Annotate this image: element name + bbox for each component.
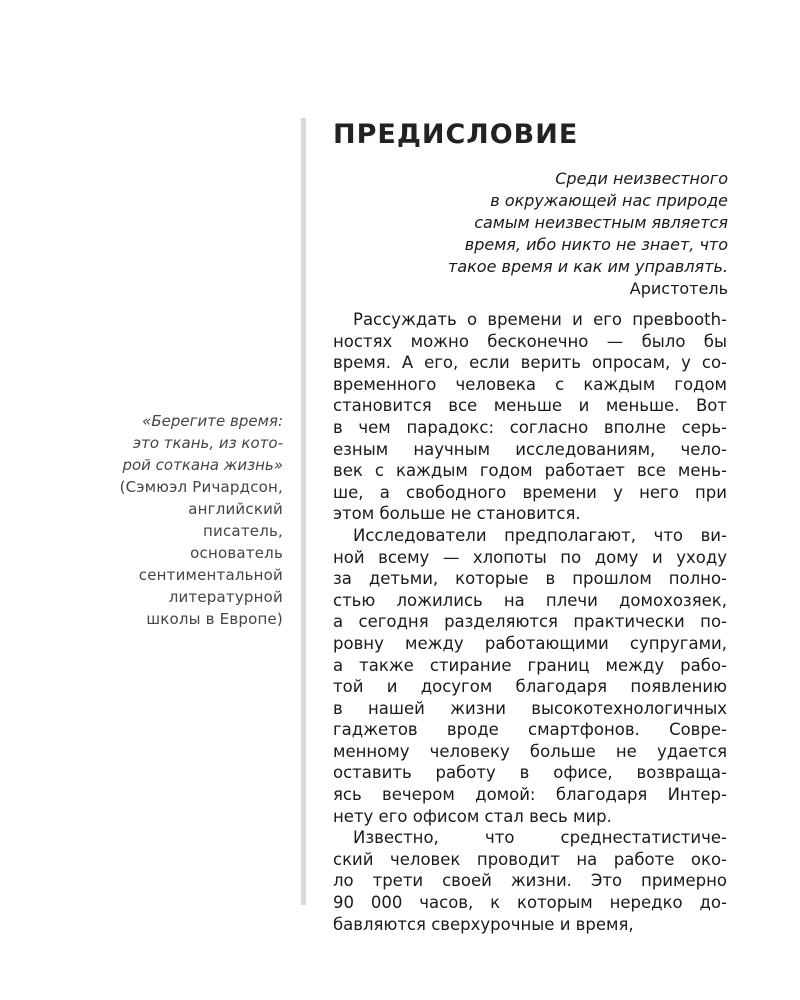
body-line: ло трети своей жизни. Это примерно [333, 871, 727, 891]
body-line: этом больше не становится. [333, 504, 581, 524]
side-quote-line: это ткань, из кото- [132, 434, 283, 452]
epigraph-line: в окружающей нас природе [490, 191, 728, 210]
body-line: в нашей жизни высокотехнологичных [333, 698, 727, 718]
body-line: ностях можно бесконечно — было бы [333, 331, 727, 351]
body-line: ский человек проводит на работе око- [333, 849, 727, 869]
body-line: бавляются сверхурочные и время, [333, 914, 634, 934]
body-line: менному человеку больше не удается [333, 741, 727, 761]
epigraph [333, 168, 728, 300]
body-line: ровну между работающими супругами, [333, 633, 727, 653]
side-quote-attribution-line: сентиментальной [138, 566, 283, 584]
side-quote-line: «Берегите время: [142, 412, 283, 430]
body-line: а также стирание границ между рабо- [333, 655, 727, 675]
epigraph-line: самым неизвестным является [474, 213, 728, 232]
body-line: той и досугом благодаря появлению [333, 677, 727, 697]
body-line: оставить работу в офисе, возвраща- [333, 763, 727, 783]
body-line: 90 000 часов, к которым нередко до- [333, 893, 727, 913]
body-line: время. А его, если верить опросам, у со- [333, 353, 727, 373]
body-line: в чем парадокс: согласно вполне серь- [333, 417, 727, 437]
body-line: Исследователи предполагают, что ви- [353, 525, 727, 545]
body-line: за детьми, которые в прошлом полно- [333, 569, 727, 589]
body-line: ясь вечером домой: благодаря Интер- [333, 785, 727, 805]
body-line: век с каждым годом работает все мень- [333, 461, 727, 481]
margin-divider [301, 118, 306, 905]
body-text [333, 309, 727, 935]
epigraph-line: Среди неизвестного [555, 169, 728, 188]
side-quote [60, 410, 283, 630]
body-line: Рассуждать о времени и его превbooth- [353, 310, 727, 329]
body-line: а сегодня разделяются практически по- [333, 612, 727, 632]
body-line: гаджетов вроде смартфонов. Совре- [333, 720, 727, 740]
body-line: ше, а свободного времени у него при [333, 482, 727, 502]
body-line: Известно, что среднестатистиче- [353, 828, 727, 848]
body-line: стью ложились на плечи домохозяек, [333, 590, 727, 610]
epigraph-line: время, ибо никто не знает, что [464, 235, 728, 254]
side-quote-attribution-line: писатель, [203, 522, 283, 540]
body-line: становится все меньше и меньше. Вот [333, 396, 727, 416]
side-quote-line: рой соткана жизнь» [122, 456, 283, 474]
body-line: езным научным исследованиям, чело- [333, 439, 727, 459]
body-line: временного человека с каждым годом [333, 374, 727, 394]
chapter-title: ПРЕДИСЛОВИЕ [333, 119, 579, 150]
body-line: нету его офисом стал весь мир. [333, 806, 612, 826]
side-quote-attribution-line: школы в Европе) [146, 610, 283, 628]
epigraph-author: Аристотель [629, 279, 728, 298]
side-quote-attribution-line: (Сэмюэл Ричардсон, [119, 478, 283, 496]
side-quote-attribution-line: литературной [168, 588, 283, 606]
side-quote-attribution-line: английский [188, 500, 283, 518]
epigraph-line: такое время и как им управлять. [448, 257, 728, 276]
body-line: ной всему — хлопоты по дому и уходу [333, 547, 727, 567]
side-quote-attribution-line: основатель [190, 544, 283, 562]
